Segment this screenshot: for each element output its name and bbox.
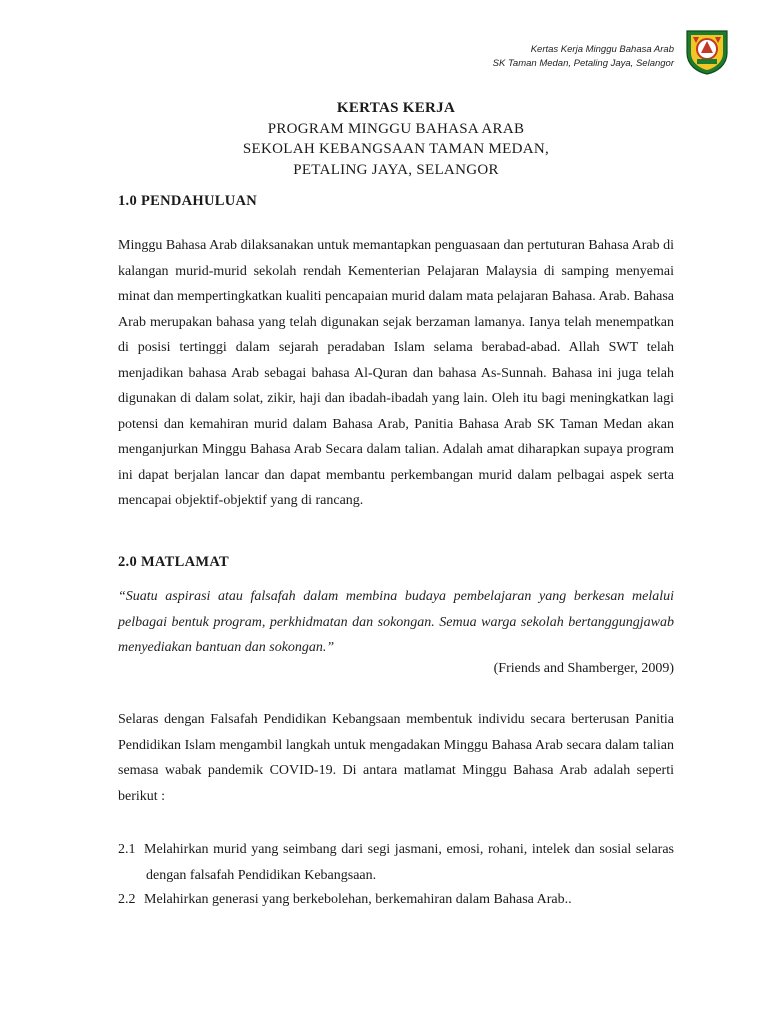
header-line-1: Kertas Kerja Minggu Bahasa Arab	[530, 44, 674, 55]
header-line-2: SK Taman Medan, Petaling Jaya, Selangor	[492, 58, 674, 69]
title-line-3: SEKOLAH KEBANGSAAN TAMAN MEDAN,	[242, 141, 550, 157]
document-title-block	[118, 98, 674, 180]
school-crest-icon	[684, 27, 730, 75]
list-item-number: 2.2	[118, 892, 136, 907]
document-title: KERTAS KERJA	[336, 100, 456, 116]
list-item	[118, 887, 674, 913]
list-item-number: 2.1	[118, 842, 136, 857]
goal-paragraph: Selaras dengan Falsafah Pendidikan Kebangsaan membentuk individu secara berterusan Panitia Pendidikan Islam mengambil langkah untuk mengadakan Minggu Bahasa Arab secara dalam talian semasa wabak pandemik COVID-19. Di antara matlamat Minggu Bahasa Arab adalah seperti berikut :	[118, 712, 674, 804]
intro-paragraph: Minggu Bahasa Arab dilaksanakan untuk memantapkan penguasaan dan pertuturan Bahasa Arab di kalangan murid-murid sekolah rendah Kementerian Pelajaran Malaysia di samping menyemai minat dan mempertingkatkan kualiti pencapaian murid dalam mata pelajaran Bahasa. Arab. Bahasa Arab merupakan bahasa yang telah digunakan sejak berzaman lamanya. Ianya telah menempatkan di posisi tertinggi dalam sejarah peradaban Islam selama berabad-abad. Allah SWT telah menjadikan bahasa Arab sebagai bahasa Al-Quran dan bahasa As-Sunnah. Bahasa ini juga telah digunakan di dalam solat, zikir, haji dan ibadah-ibadah yang lain. Oleh itu bagi meningkatkan lagi potensi dan kemahiran murid dalam Bahasa Arab, Panitia Bahasa Arab SK Taman Medan akan menganjurkan Minggu Bahasa Arab Secara dalam talian. Adalah amat diharapkan supaya program ini dapat berjalan lancar dan dapat membantu perkembangan murid dalam pelbagai aspek serta mencapai objektif-objektif yang di rancang.	[118, 238, 674, 508]
title-line-4: PETALING JAYA, SELANGOR	[293, 161, 499, 178]
list-item	[118, 837, 674, 888]
quote-citation: (Friends and Shamberger, 2009)	[493, 661, 674, 676]
quote-block: “Suatu aspirasi atau falsafah dalam membina budaya pembelajaran yang berkesan melalui pelbagai bentuk program, perkhidmatan dan sokongan. Semua warga sekolah bertanggungjawab menyediakan bantuan dan sokongan.”	[118, 589, 674, 655]
running-header	[493, 43, 674, 71]
title-line-2: PROGRAM MINGGU BAHASA ARAB	[267, 120, 525, 137]
list-item-text: Melahirkan murid yang seimbang dari segi jasmani, emosi, rohani, intelek dan sosial selaras dengan falsafah Pendidikan Kebangsaan.	[144, 842, 674, 883]
section-heading-pendahuluan: 1.0 PENDAHULUAN	[118, 193, 258, 209]
section-heading-matlamat: 2.0 MATLAMAT	[118, 554, 229, 570]
list-item-text: Melahirkan generasi yang berkebolehan, berkemahiran dalam Bahasa Arab..	[144, 892, 572, 907]
